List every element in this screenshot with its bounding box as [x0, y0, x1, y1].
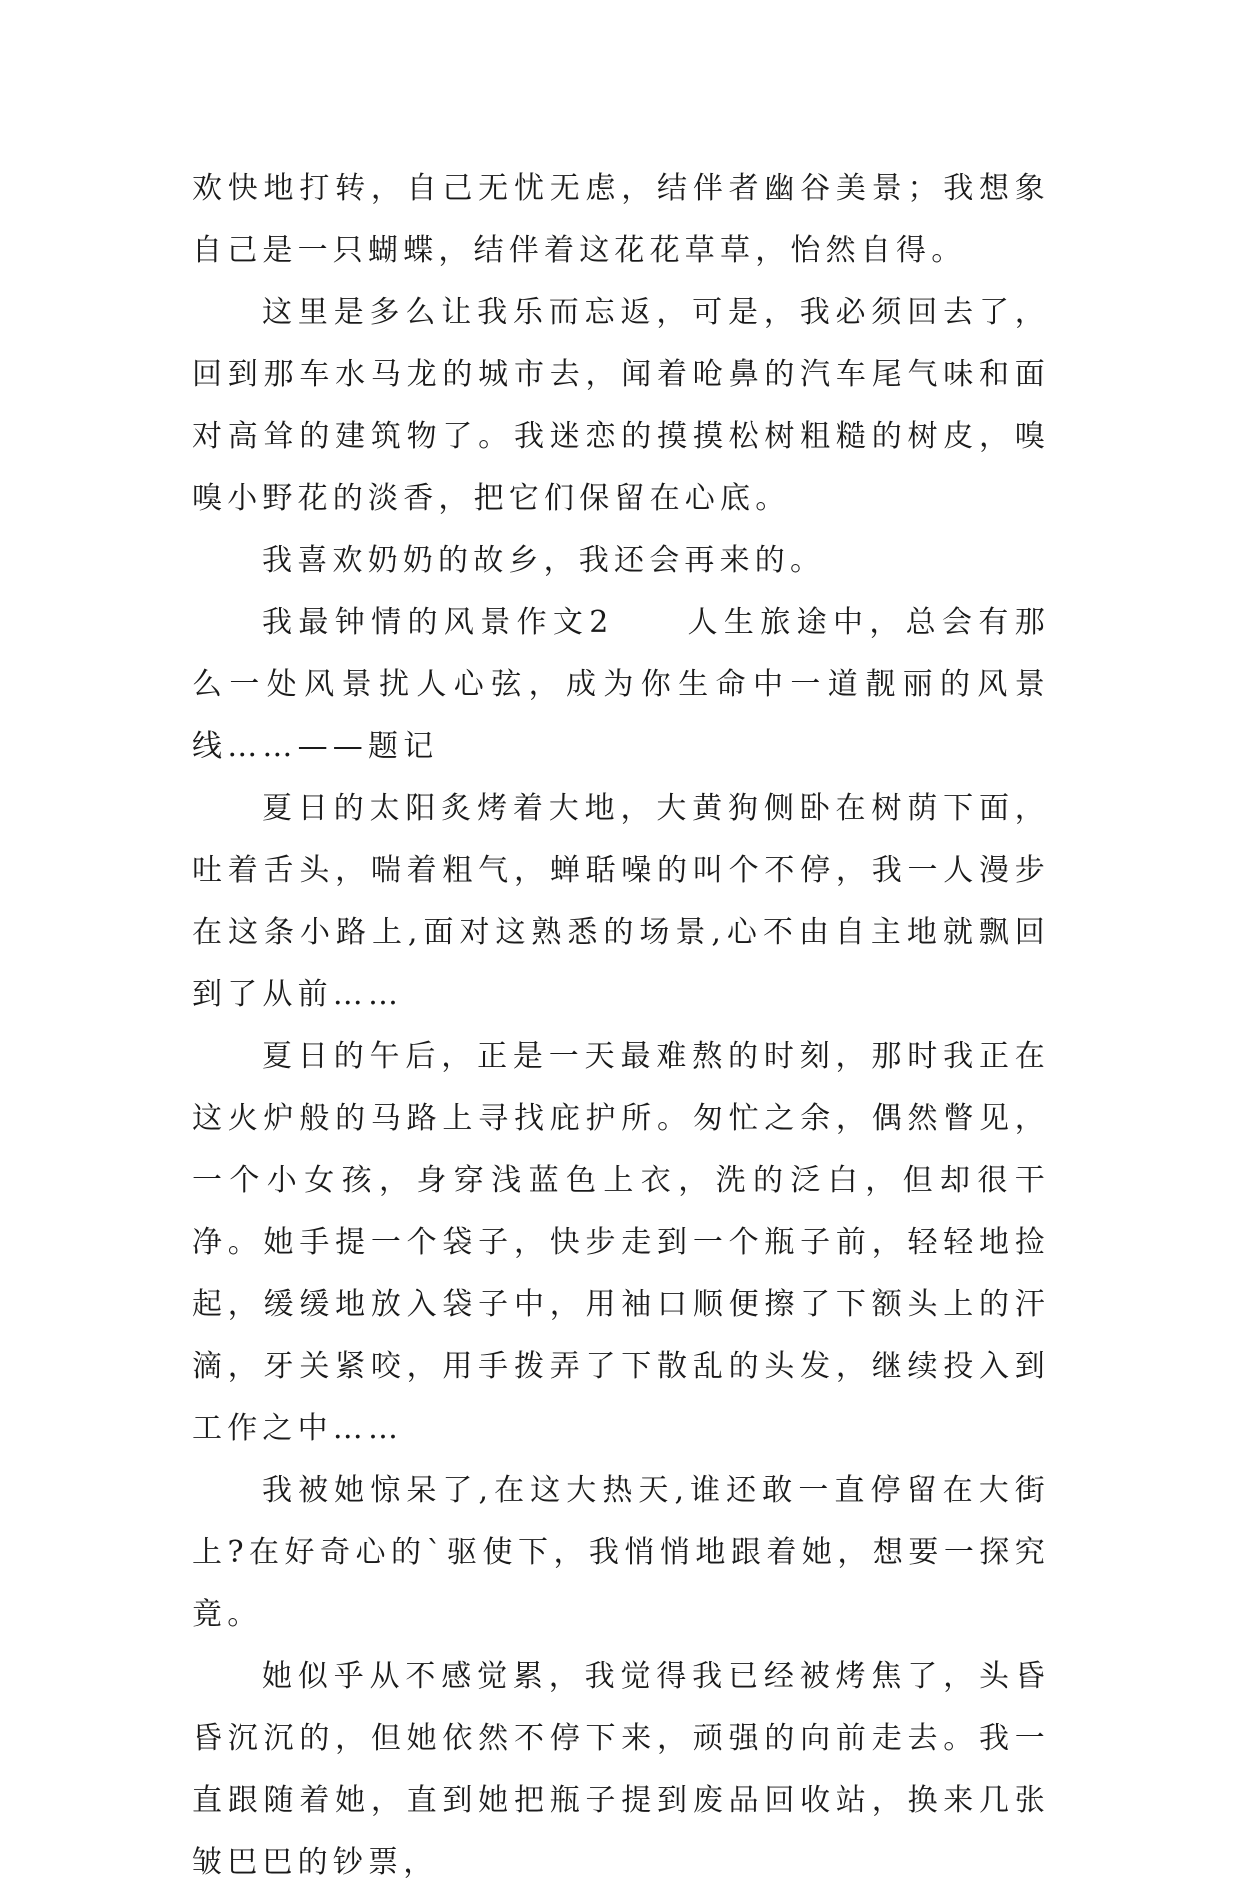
paragraph: 这里是多么让我乐而忘返，可是，我必须回去了，回到那车水马龙的城市去，闻着呛鼻的汽车尾气味和面对高耸的建筑物了。我迷恋的摸摸松树粗糙的树皮，嗅嗅小野花的淡香，把它们保留在心底。: [192, 295, 1050, 516]
paragraph: 我喜欢奶奶的故乡，我还会再来的。: [262, 543, 826, 578]
paragraph: 我被她惊呆了,在这大热天,谁还敢一直停留在大街上?在好奇心的`驱使下，我悄悄地跟着她，想要一探究竟。: [192, 1473, 1050, 1632]
paragraph: 我最钟情的风景作文2 人生旅途中，总会有那么一处风景扰人心弦，成为你生命中一道靓丽的风景线……——题记: [192, 605, 1050, 764]
paragraph: 夏日的午后，正是一天最难熬的时刻，那时我正在这火炉般的马路上寻找庇护所。匆忙之余，偶然瞥见，一个小女孩，身穿浅蓝色上衣，洗的泛白，但却很干净。她手提一个袋子，快步走到一个瓶子前，轻轻地捡起，缓缓地放入袋子中，用袖口顺便擦了下额头上的汗滴，牙关紧咬，用手拨弄了下散乱的头发，继续投入到工作之中……: [192, 1039, 1050, 1446]
document-body: [192, 158, 1050, 1894]
paragraph: 夏日的太阳炙烤着大地，大黄狗侧卧在树荫下面，吐着舌头，喘着粗气，蝉聒噪的叫个不停，我一人漫步在这条小路上,面对这熟悉的场景,心不由自主地就飘回到了从前……: [192, 791, 1050, 1012]
paragraph: 欢快地打转，自己无忧无虑，结伴者幽谷美景；我想象自己是一只蝴蝶，结伴着这花花草草，怡然自得。: [192, 171, 1050, 268]
paragraph: 她似乎从不感觉累，我觉得我已经被烤焦了，头昏昏沉沉的，但她依然不停下来，顽强的向前走去。我一直跟随着她，直到她把瓶子提到废品回收站，换来几张皱巴巴的钞票，: [192, 1659, 1050, 1880]
